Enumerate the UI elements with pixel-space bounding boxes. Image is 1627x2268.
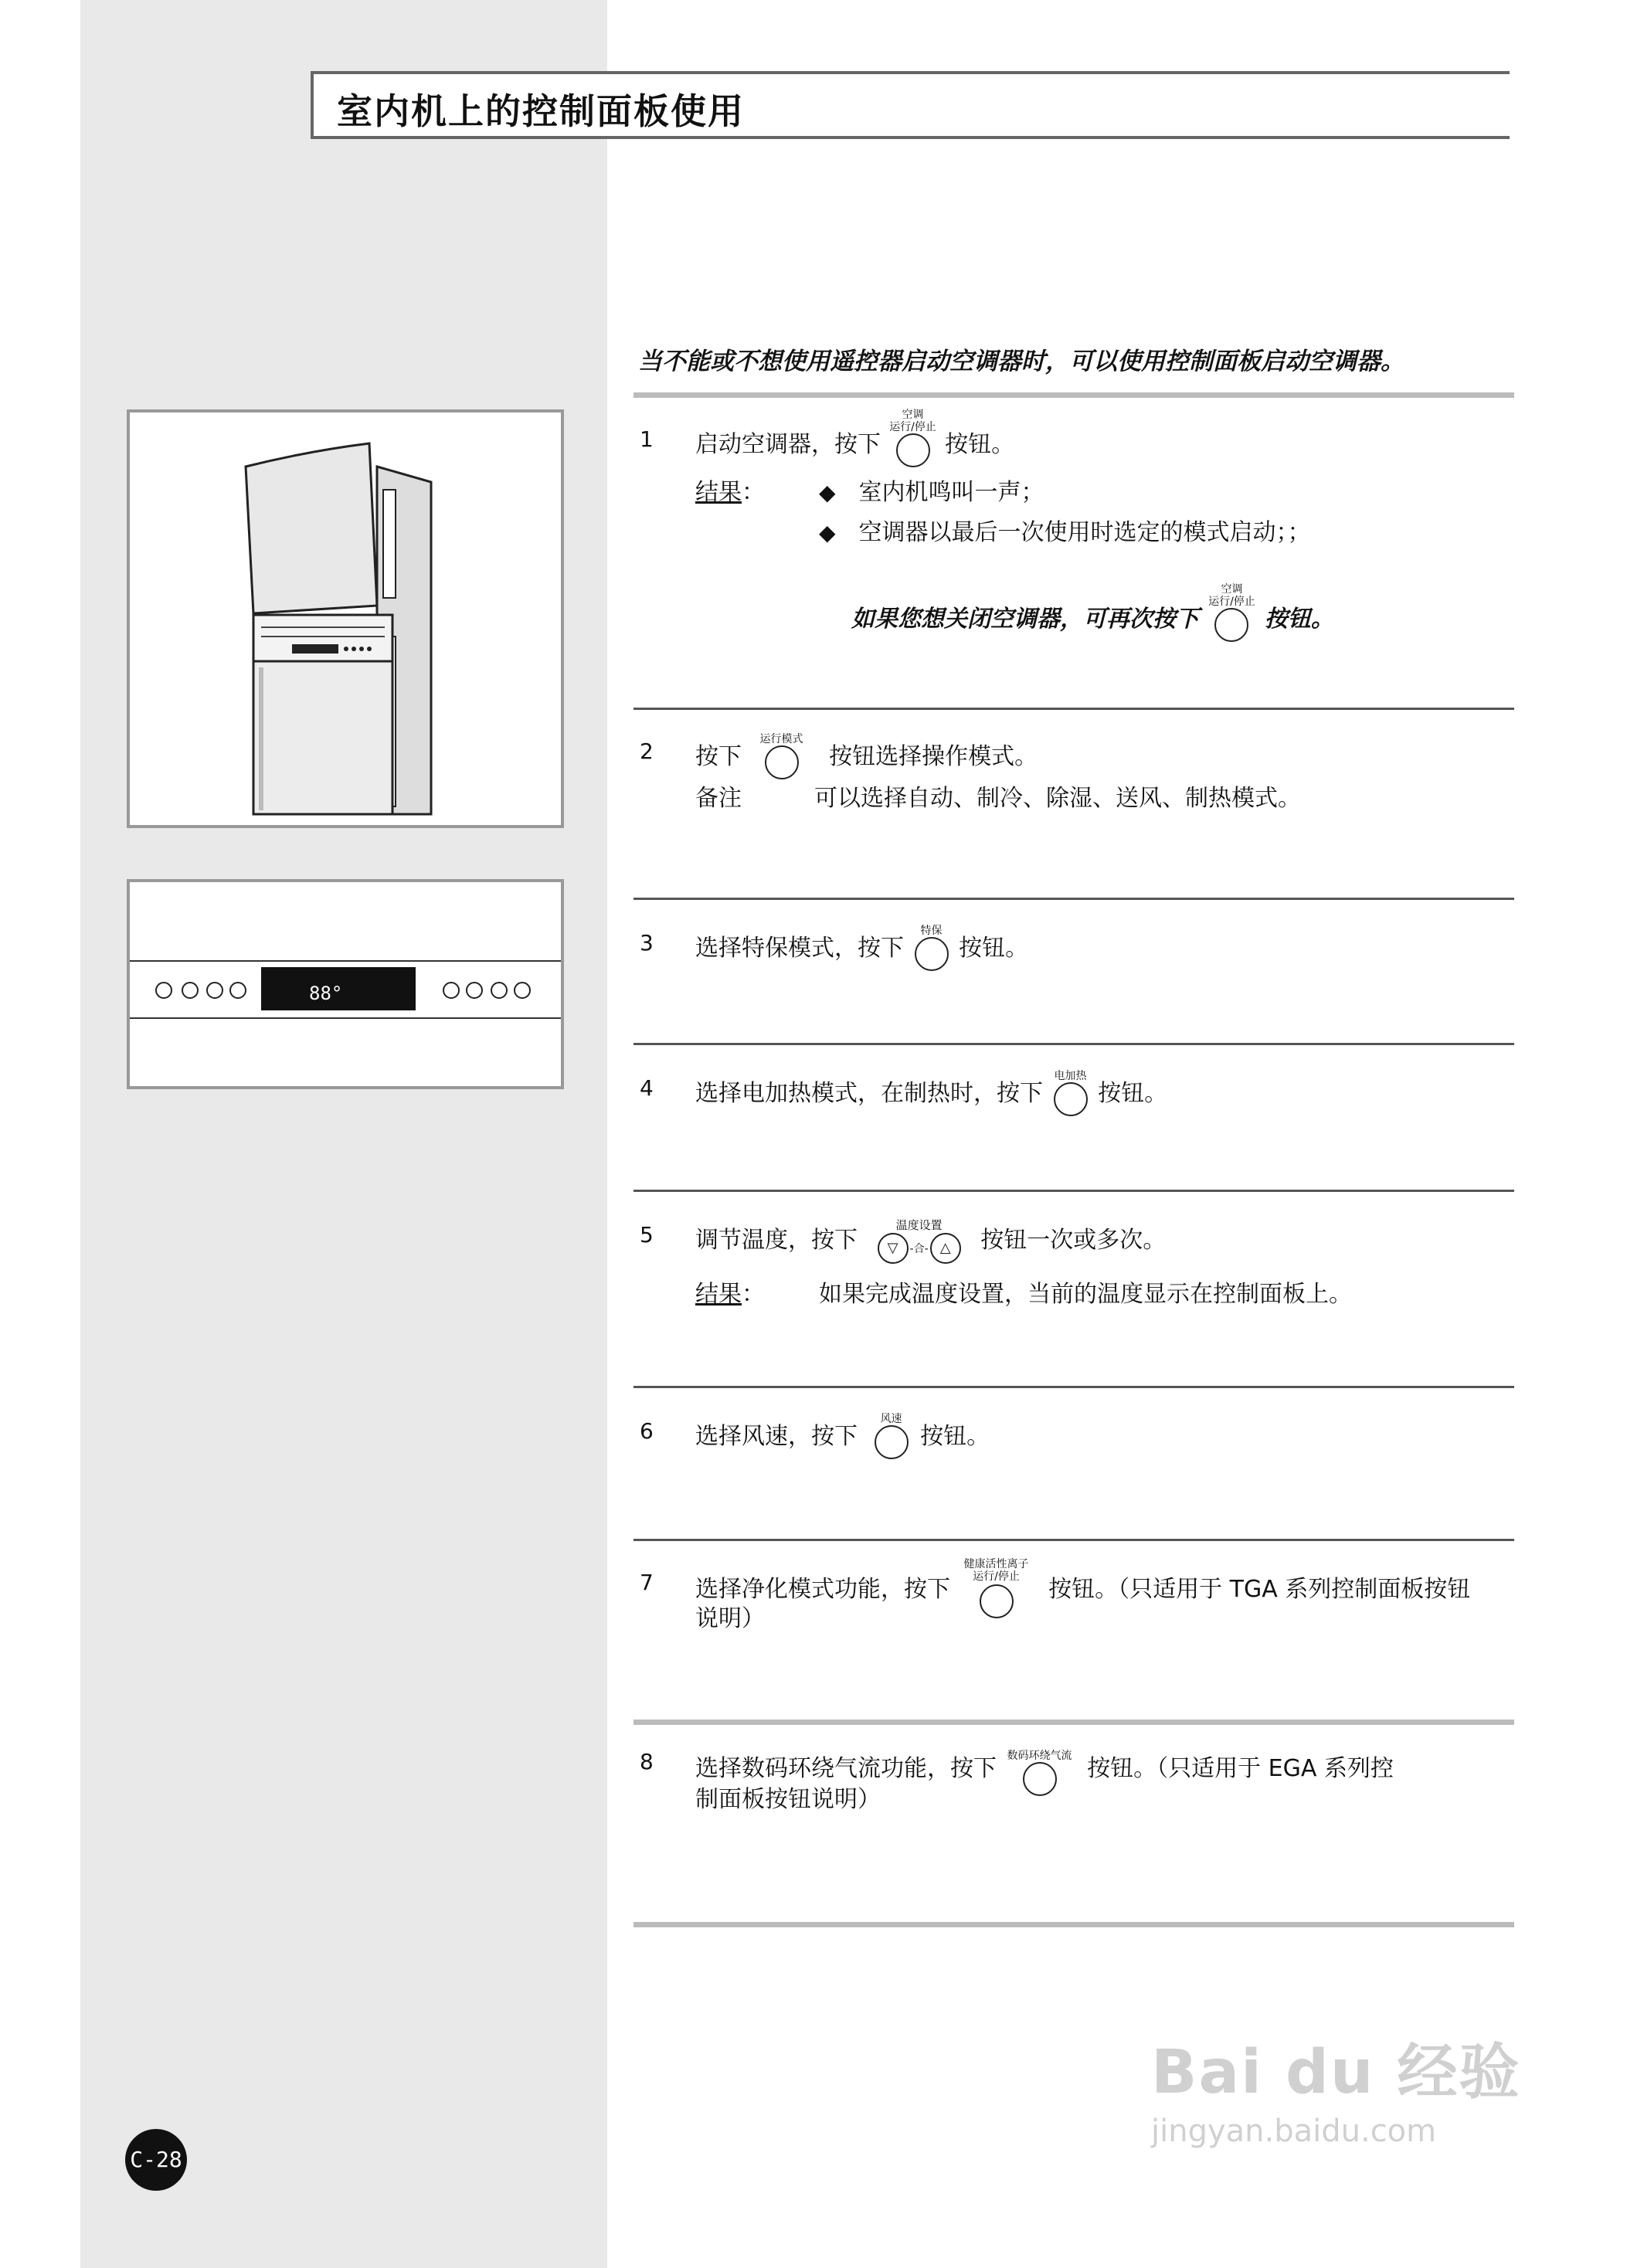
special-protect-button bbox=[915, 924, 949, 971]
ion-button bbox=[963, 1557, 1029, 1618]
step-text-end: 按钮。 bbox=[945, 431, 1015, 458]
button-label: 温度设置 bbox=[895, 1218, 943, 1232]
step-number: 7 bbox=[640, 1570, 654, 1595]
divider bbox=[633, 1386, 1514, 1388]
page-number: C-28 bbox=[125, 2129, 187, 2191]
button-label: 特保 bbox=[920, 924, 943, 937]
note-text: 可以选择自动、制冷、除湿、送风、制热模式。 bbox=[814, 785, 1301, 812]
mode-button bbox=[759, 732, 803, 779]
step-7 bbox=[633, 1557, 1514, 1696]
watermark-url: jingyan.baidu.com bbox=[1151, 2114, 1437, 2149]
step-5 bbox=[633, 1213, 1514, 1367]
step-3 bbox=[633, 921, 1514, 1037]
step-text-end: 按钮。 bbox=[920, 1423, 990, 1450]
power-button bbox=[889, 408, 936, 467]
divider bbox=[633, 392, 1514, 398]
step-text: 选择数码环绕气流功能，按下 bbox=[695, 1755, 997, 1782]
temp-down-button: ▽ bbox=[878, 1233, 909, 1264]
step-text-continued: 制面板按钮说明） bbox=[695, 1786, 881, 1813]
step-6 bbox=[633, 1409, 1514, 1525]
intro-text: 当不能或不想使用遥控器启动空调器时，可以使用控制面板启动空调器。 bbox=[638, 348, 1405, 375]
result-item: 室内机鸣叫一声； bbox=[858, 479, 1044, 506]
step-text-continued: 说明） bbox=[695, 1605, 765, 1632]
step-1 bbox=[633, 408, 1514, 703]
step-number: 6 bbox=[640, 1418, 654, 1444]
step-text-end: 按钮。 bbox=[959, 935, 1029, 962]
step-number: 4 bbox=[640, 1075, 654, 1101]
step-number: 3 bbox=[640, 930, 654, 956]
step-text: 选择特保模式，按下 bbox=[695, 935, 904, 962]
button-label-bottom: 运行/停止 bbox=[889, 420, 936, 433]
result-item: 空调器以最后一次使用时选定的模式启动；； bbox=[858, 519, 1311, 546]
divider bbox=[633, 708, 1514, 710]
button-label-top: 健康活性离子 bbox=[963, 1557, 1029, 1570]
divider bbox=[633, 1539, 1514, 1541]
step-text: 按下 bbox=[695, 743, 742, 770]
control-panel-drawing bbox=[130, 882, 561, 1086]
section-header bbox=[311, 71, 1510, 139]
indoor-unit-illustration bbox=[127, 409, 564, 828]
result-colon: ： bbox=[742, 479, 765, 506]
result-colon: ： bbox=[742, 1281, 765, 1308]
button-label-top: 空调 bbox=[902, 408, 924, 421]
button-label-top: 空调 bbox=[1221, 582, 1243, 596]
step-2 bbox=[633, 729, 1514, 884]
step-text: 启动空调器，按下 bbox=[695, 431, 881, 458]
left-gray-band bbox=[80, 0, 607, 2268]
note-label: 备注 bbox=[695, 785, 742, 812]
page-title: 室内机上的控制面板使用 bbox=[337, 90, 745, 132]
step-text-end: 按钮一次或多次。 bbox=[980, 1227, 1167, 1254]
step-text: 选择净化模式功能，按下 bbox=[695, 1576, 950, 1603]
note-text: 如果您想关闭空调器，可再次按下 bbox=[851, 606, 1199, 633]
temp-up-button: △ bbox=[930, 1233, 961, 1264]
watermark-brand: Bai du 经验 bbox=[1151, 2038, 1521, 2107]
button-label: 风速 bbox=[880, 1412, 902, 1425]
result-label: 结果 bbox=[695, 479, 742, 506]
step-number: 8 bbox=[640, 1749, 654, 1774]
temperature-buttons bbox=[878, 1218, 961, 1264]
step-text-end: 按钮。（只适用于 EGA 系列控 bbox=[1087, 1755, 1394, 1782]
power-button bbox=[1208, 582, 1255, 642]
button-label: 数码环绕气流 bbox=[1007, 1749, 1072, 1762]
step-text: 选择电加热模式，在制热时，按下 bbox=[695, 1080, 1043, 1107]
bullet-icon: ◆ bbox=[819, 520, 836, 545]
electric-heat-button bbox=[1054, 1069, 1088, 1116]
step-8 bbox=[633, 1744, 1514, 1876]
button-label: 电加热 bbox=[1054, 1069, 1087, 1082]
step-number: 2 bbox=[640, 738, 654, 764]
step-text: 调节温度，按下 bbox=[695, 1227, 858, 1254]
fan-speed-button bbox=[875, 1412, 909, 1459]
step-text-end: 按钮选择操作模式。 bbox=[829, 743, 1038, 770]
divider bbox=[633, 1922, 1514, 1927]
step-4 bbox=[633, 1066, 1514, 1182]
step-number: 1 bbox=[640, 426, 654, 452]
divider bbox=[633, 1190, 1514, 1192]
step-text-end: 按钮。（只适用于 TGA 系列控制面板按钮 bbox=[1048, 1576, 1471, 1603]
note-text-end: 按钮。 bbox=[1264, 606, 1334, 633]
step-text-end: 按钮。 bbox=[1098, 1080, 1168, 1107]
button-label: 运行模式 bbox=[759, 732, 803, 745]
control-panel-illustration bbox=[127, 879, 564, 1089]
bullet-icon: ◆ bbox=[819, 480, 836, 505]
watermark bbox=[1151, 2024, 1521, 2149]
divider bbox=[633, 898, 1514, 900]
divider bbox=[633, 1043, 1514, 1045]
button-label-bottom: 运行/停止 bbox=[1208, 595, 1255, 608]
panel-display: 88° bbox=[309, 983, 343, 1004]
step-text: 选择风速，按下 bbox=[695, 1423, 858, 1450]
temp-connector: -合- bbox=[909, 1243, 929, 1255]
indoor-unit-drawing bbox=[130, 413, 561, 825]
step-number: 5 bbox=[640, 1222, 654, 1248]
divider bbox=[633, 1720, 1514, 1725]
surround-airflow-button bbox=[1007, 1749, 1072, 1796]
button-label-bottom: 运行/停止 bbox=[973, 1570, 1020, 1583]
result-text: 如果完成温度设置，当前的温度显示在控制面板上。 bbox=[819, 1281, 1352, 1308]
result-label: 结果 bbox=[695, 1281, 742, 1308]
